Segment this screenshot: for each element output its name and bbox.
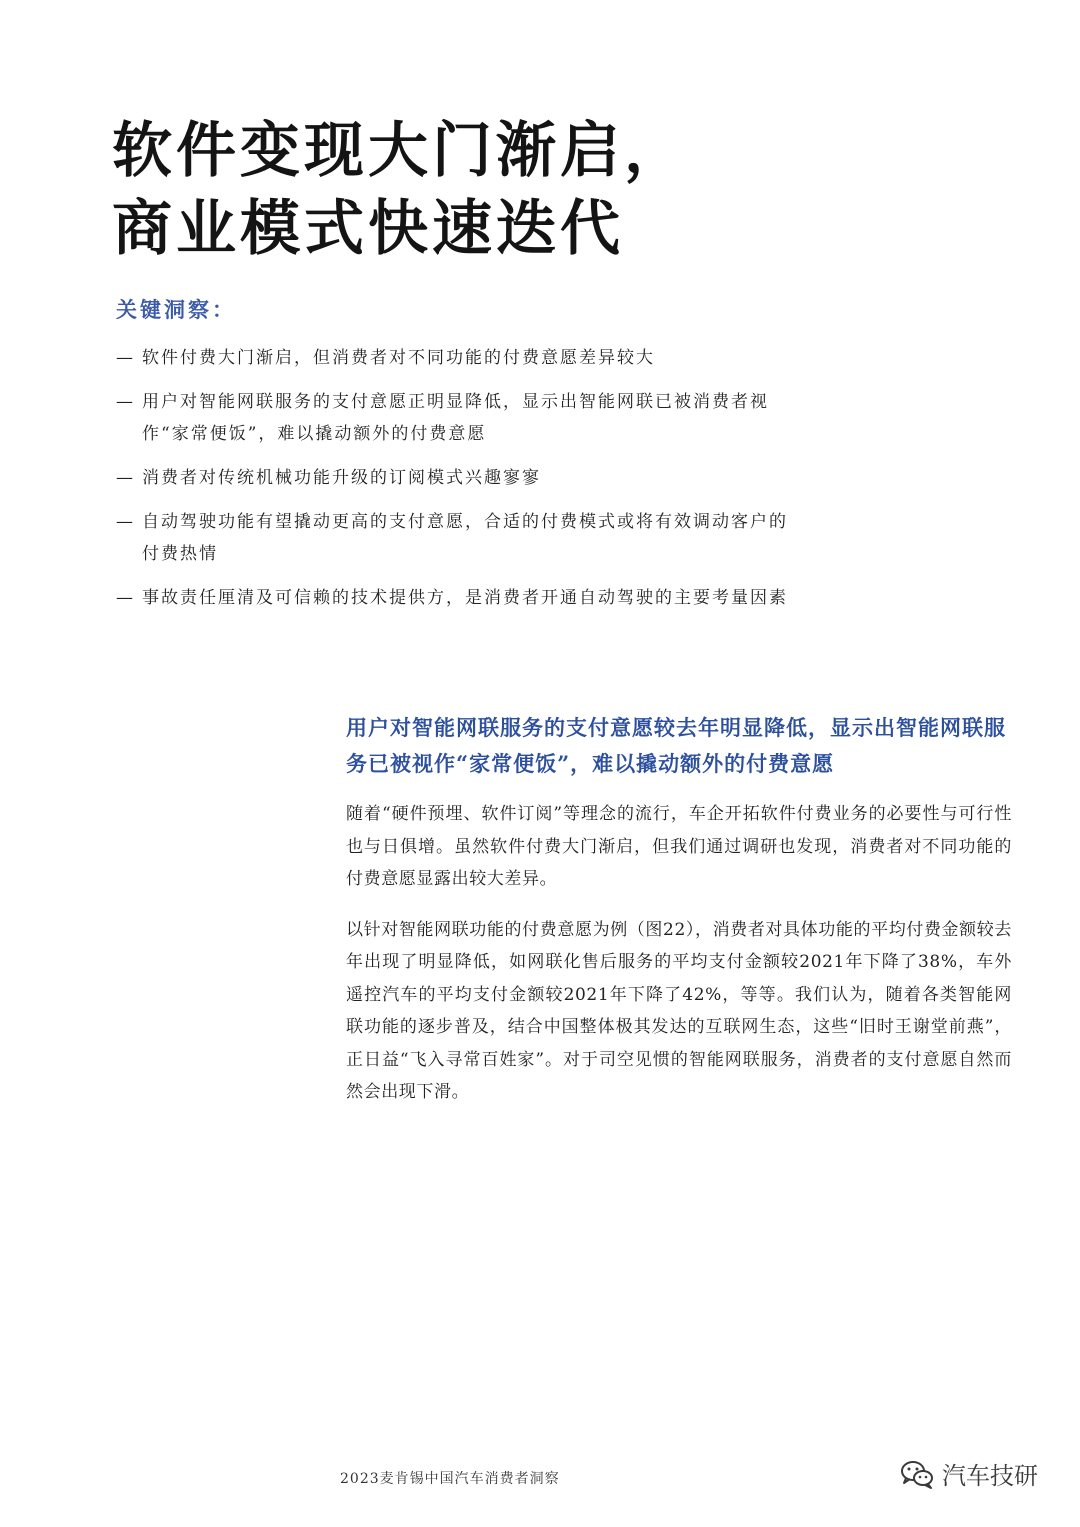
dash-bullet: — xyxy=(116,512,135,532)
page-title-line-1: 软件变现大门渐启， xyxy=(112,116,688,186)
insight-text: 消费者对传统机械功能升级的订阅模式兴趣寥寥 xyxy=(142,468,541,488)
watermark xyxy=(900,1456,1038,1491)
article-section xyxy=(346,710,1012,1127)
insight-text: 用户对智能网联服务的支付意愿正明显降低，显示出智能网联已被消费者视作“家常便饭”，难以撬动额外的付费意愿 xyxy=(142,392,769,444)
list-item xyxy=(116,462,796,494)
list-item xyxy=(116,582,796,614)
article-heading: 用户对智能网联服务的支付意愿较去年明显降低，显示出智能网联服务已被视作“家常便饭”，难以撬动额外的付费意愿 xyxy=(346,715,1006,776)
page-title xyxy=(112,112,872,268)
dash-bullet: — xyxy=(116,348,135,368)
dash-bullet: — xyxy=(116,588,135,608)
insight-text: 事故责任厘清及可信赖的技术提供方，是消费者开通自动驾驶的主要考量因素 xyxy=(142,588,788,608)
list-item xyxy=(116,342,796,374)
insight-text: 软件付费大门渐启，但消费者对不同功能的付费意愿差异较大 xyxy=(142,348,655,368)
article-paragraph: 随着“硬件预埋、软件订阅”等理念的流行，车企开拓软件付费业务的必要性与可行性也与日俱增。虽然软件付费大门渐启，但我们通过调研也发现，消费者对不同功能的付费意愿显露出较大差异。 xyxy=(346,804,1012,889)
watermark-text: 汽车技研 xyxy=(942,1462,1038,1490)
list-item xyxy=(116,386,796,450)
dash-bullet: — xyxy=(116,468,135,488)
list-item xyxy=(116,506,796,570)
insight-text: 自动驾驶功能有望撬动更高的支付意愿，合适的付费模式或将有效调动客户的付费热情 xyxy=(142,512,788,564)
footer-text: 2023麦肯锡中国汽车消费者洞察 xyxy=(340,1471,560,1487)
article-paragraph: 以针对智能网联功能的付费意愿为例（图22），消费者对具体功能的平均付费金额较去年出现了明显降低，如网联化售后服务的平均支付金额较2021年下降了38%，车外遥控汽车的平均支付金额较2021年下降了42%，等等。我们认为，随着各类智能网联功能的逐步普及，结合中国整体极其发达的互联网生态，这些“旧时王谢堂前燕”，正日益“飞入寻常百姓家”。对于司空见惯的智能网联服务，消费者的支付意愿自然而然会出现下滑。 xyxy=(346,919,1012,1102)
dash-bullet: — xyxy=(116,392,135,412)
insights-list xyxy=(116,342,796,626)
page-title-line-2: 商业模式快速迭代 xyxy=(112,194,624,264)
insights-heading: 关键洞察： xyxy=(116,297,236,322)
wechat-icon xyxy=(900,1459,934,1489)
